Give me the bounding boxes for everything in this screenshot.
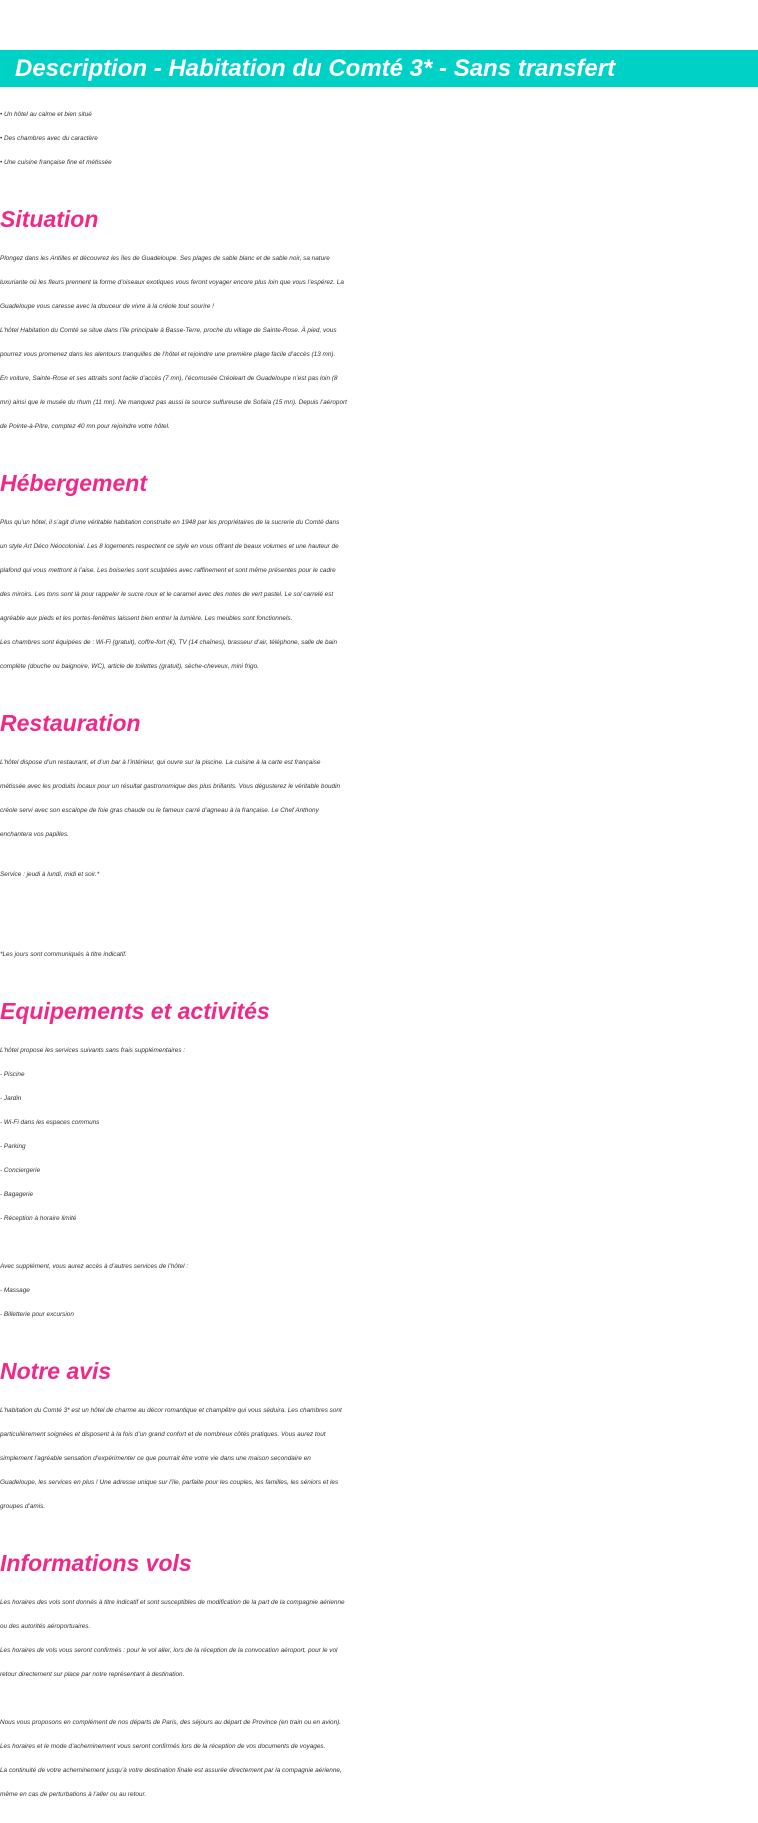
page-title: Description - Habitation du Comté 3* - Sans transfert xyxy=(15,55,616,82)
paragraph-line: plafond qui vous mettront à l’aise. Les boiseries sont sculptées avec raffinement et sont même présentes pour le cadre xyxy=(0,567,336,574)
paragraph-line: L’hôtel Habitation du Comté se situe dans l’île principale à Basse-Terre, proche du village de Sainte-Rose. À pied, vous xyxy=(0,327,337,334)
restauration-service xyxy=(0,863,758,887)
highlights-list xyxy=(0,103,758,175)
paragraph-line: des miroirs. Les tons sont là pour rappeler le sucre roux et le caramel avec des notes de vert pastel. Le sol carrelé est xyxy=(0,591,334,598)
avis-heading: Notre avis xyxy=(0,1358,112,1384)
paragraph-line: L’habitation du Comté 3* est un hôtel de charme au décor romantique et champêtre qui vous séduira. Les chambres sont xyxy=(0,1407,342,1414)
paragraph-line: simplement l’agréable sensation d’expérimenter ce que pourrait être votre vie dans une maison secondaire en xyxy=(0,1455,311,1462)
paragraph-line: un style Art Déco Néocolonial. Les 8 logements respectent ce style en vous offrant de beaux volumes et une hauteur de xyxy=(0,543,339,550)
title-banner xyxy=(0,50,758,87)
highlight-item: • Un hôtel au calme et bien situé xyxy=(0,111,92,118)
list-item: - Massage xyxy=(0,1287,30,1294)
paragraph-line: mn) ainsi que le musée du rhum (11 mn). Ne manquez pas aussi la source sulfureuse de Sofaïa (15 mn). Depuis l’aéroport xyxy=(0,399,347,406)
equipements-heading: Equipements et activités xyxy=(0,998,270,1024)
paragraph-line: La continuité de votre acheminement jusqu’à votre destination finale est assurée directement par la compagnie aérienne, xyxy=(0,1767,342,1774)
list-item: - Réception à horaire limité xyxy=(0,1215,77,1222)
equipements-text xyxy=(0,1039,758,1327)
restauration-heading: Restauration xyxy=(0,710,141,736)
spacer xyxy=(0,1687,758,1711)
paragraph-line: Nous vous proposons en complément de nos départs de Paris, des séjours au départ de Province (en train ou en avion). xyxy=(0,1719,342,1726)
paragraph-line: En voiture, Sainte-Rose et ses attraits sont facile d’accès (7 mn), l’écomusée Créoleart de Guadeloupe n’est pas loin (8 xyxy=(0,375,338,382)
list-item: - Piscine xyxy=(0,1071,25,1078)
restauration-text xyxy=(0,751,758,847)
paragraph-line: Guadeloupe vous caresse avec la douceur de vivre à la créole tout sourire ! xyxy=(0,303,214,310)
paragraph-line: ou des autorités aéroportuaires. xyxy=(0,1623,91,1630)
paragraph-line: de Pointe-à-Pitre, comptez 40 mn pour rejoindre votre hôtel. xyxy=(0,423,170,430)
highlight-item: • Une cuisine française fine et métissée xyxy=(0,159,112,166)
hebergement-heading: Hébergement xyxy=(0,470,147,496)
spacer xyxy=(0,1231,758,1255)
list-item: - Billetterie pour excursion xyxy=(0,1311,74,1318)
list-item: - Conciergerie xyxy=(0,1167,41,1174)
paragraph-line: Plus qu’un hôtel, il s’agit d’une véritable habitation construite en 1948 par les propriétaires de la sucrerie du Comté dans xyxy=(0,519,340,526)
paragraph-line: Guadeloupe, les services en plus ! Une adresse unique sur l’île, parfaite pour les couples, les familles, les séniors et les xyxy=(0,1479,339,1486)
paragraph-line: pourrez vous promenez dans les alentours tranquilles de l’hôtel et rejoindre une première plage facile d’accès (13 mn). xyxy=(0,351,336,358)
list-item: - Wi-Fi dans les espaces communs xyxy=(0,1119,100,1126)
paid-services-intro: Avec supplément, vous aurez accès à d’autres services de l’hôtel : xyxy=(0,1263,189,1270)
list-item: - Jardin xyxy=(0,1095,22,1102)
avis-text xyxy=(0,1399,758,1519)
paragraph-line: métissée avec les produits locaux pour un résultat gastronomique des plus brillants. Vous dégusterez le véritable boudin xyxy=(0,783,341,790)
highlight-item: • Des chambres avec du caractère xyxy=(0,135,98,142)
vols-heading: Informations vols xyxy=(0,1550,192,1576)
paragraph-line: Les horaires des vols sont donnés à titre indicatif et sont susceptibles de modification de la part de la compagnie aérienne xyxy=(0,1599,345,1606)
services-intro: L’hôtel propose les services suivants sans frais supplémentaires : xyxy=(0,1047,186,1054)
paragraph-line: créole servi avec son escalope de foie gras chaude ou le fameux carré d’agneau à la française. Le Chef Anthony xyxy=(0,807,319,814)
paragraph-line: même en cas de perturbations à l’aller ou au retour. xyxy=(0,1791,147,1798)
paragraph-line: groupes d’amis. xyxy=(0,1503,46,1510)
hebergement-text xyxy=(0,511,758,679)
footnote: *Les jours sont communiqués à titre indicatif. xyxy=(0,951,127,958)
paragraph-line: Les horaires de vols vous seront confirmés : pour le vol aller, lors de la réception de la convocation aéroport, pour le vol xyxy=(0,1647,338,1654)
paragraph-line: Les chambres sont équipées de : Wi-Fi (gratuit), coffre-fort (€), TV (14 chaînes), brasseur d’air, téléphone, salle de bain xyxy=(0,639,338,646)
list-item: - Bagagerie xyxy=(0,1191,34,1198)
vols-text xyxy=(0,1591,758,1807)
paragraph-line: luxuriante où les fleurs prennent la forme d’oiseaux exotiques vous feront voyager encore plus loin que vous l’espérez. La xyxy=(0,279,344,286)
situation-text xyxy=(0,247,758,439)
paragraph-line: L’hôtel dispose d’un restaurant, et d’un bar à l’intérieur, qui ouvre sur la piscine. La cuisine à la carte est française xyxy=(0,759,321,766)
paragraph-line: retour directement sur place par notre représentant à destination. xyxy=(0,1671,185,1678)
restauration-note xyxy=(0,943,758,967)
paragraph-line: enchantera vos papilles. xyxy=(0,831,69,838)
paragraph-line: particulièrement soignées et disposent à la fois d’un grand confort et de nombreux côtés pratiques. Vous aurez tout xyxy=(0,1431,326,1438)
paragraph-line: agréable aux pieds et les portes-fenêtres laissent bien entrer la lumière. Les meubles sont fonctionnels. xyxy=(0,615,293,622)
service-hours: Service : jeudi à lundi, midi et soir.* xyxy=(0,871,100,878)
list-item: - Parking xyxy=(0,1143,26,1150)
situation-heading: Situation xyxy=(0,206,99,232)
paragraph-line: complète (douche ou baignoire, WC), article de toilettes (gratuit), sèche-cheveux, mini frigo. xyxy=(0,663,259,670)
paragraph-line: Les horaires et le mode d’acheminement vous seront confirmés lors de la réception de vos documents de voyages. xyxy=(0,1743,326,1750)
paragraph-line: Plongez dans les Antilles et découvrez les îles de Guadeloupe. Ses plages de sable blanc et de sable noir, sa nature xyxy=(0,255,330,262)
